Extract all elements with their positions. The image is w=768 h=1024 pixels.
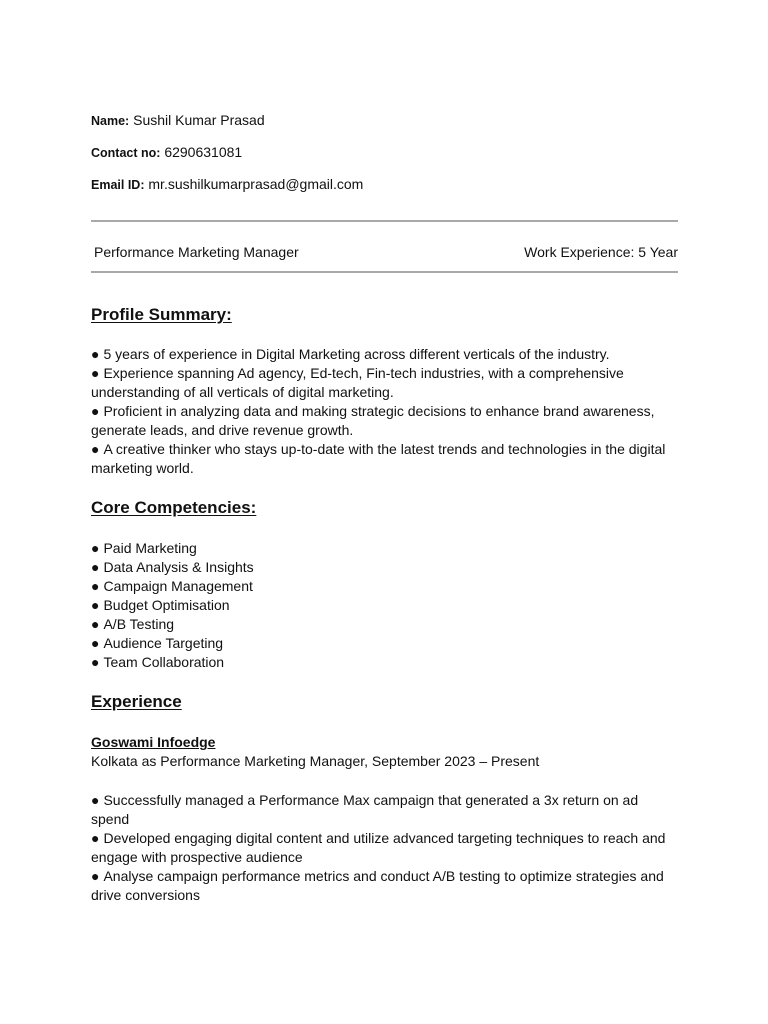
list-item: ● 5 years of experience in Digital Marketing across different verticals of the industry.: [91, 346, 610, 362]
list-item: ● A creative thinker who stays up-to-date with the latest trends and technologies in the digital marketing world.: [91, 441, 666, 476]
list-item: ● Developed engaging digital content and utilize advanced targeting techniques to reach and engage with prospective audience: [91, 830, 666, 865]
bullet-icon: ●: [91, 559, 100, 575]
list-item: ● Audience Targeting: [91, 635, 224, 651]
name-label: Name:: [91, 114, 130, 128]
email-value: mr.sushilkumarprasad@gmail.com: [148, 176, 364, 192]
contact-line: [91, 144, 242, 160]
bullet-icon: ●: [91, 868, 100, 884]
bullet-icon: ●: [91, 654, 100, 670]
contact-value: 6290631081: [164, 144, 243, 160]
role-bar: [91, 244, 678, 260]
name-line: [91, 112, 265, 128]
list-item: ● Proficient in analyzing data and making strategic decisions to enhance brand awareness, generate leads, and drive revenue growth.: [91, 403, 655, 438]
bullet-icon: ●: [91, 346, 100, 362]
list-item: ● Campaign Management: [91, 578, 253, 594]
list-item: ● Successfully managed a Performance Max campaign that generated a 3x return on ad spend: [91, 792, 639, 827]
bullet-icon: ●: [91, 830, 100, 846]
profile-summary-list: [91, 345, 678, 478]
top-divider: [91, 220, 678, 222]
bullet-icon: ●: [91, 616, 100, 632]
bullet-icon: ●: [91, 597, 100, 613]
list-item: ● Data Analysis & Insights: [91, 559, 254, 575]
email-line: [91, 176, 363, 192]
experience-heading: Experience: [91, 692, 182, 711]
bullet-icon: ●: [91, 403, 100, 419]
list-item: ● Paid Marketing: [91, 540, 197, 556]
bullet-icon: ●: [91, 540, 100, 556]
bottom-divider: [91, 271, 678, 273]
profile-summary-heading: Profile Summary:: [91, 305, 232, 324]
core-competencies-heading: Core Competencies:: [91, 498, 257, 517]
experience-list: [91, 791, 678, 905]
company-name: Goswami Infoedge: [91, 734, 216, 750]
core-competencies-list: [91, 539, 678, 672]
bullet-icon: ●: [91, 635, 100, 651]
email-label: Email ID:: [91, 178, 145, 192]
job-position: Kolkata as Performance Marketing Manager, September 2023 – Present: [91, 753, 540, 769]
list-item: ● A/B Testing: [91, 616, 175, 632]
name-value: Sushil Kumar Prasad: [133, 112, 265, 128]
list-item: ● Budget Optimisation: [91, 597, 230, 613]
role-title: Performance Marketing Manager: [94, 244, 299, 260]
bullet-icon: ●: [91, 365, 100, 381]
bullet-icon: ●: [91, 792, 100, 808]
work-experience: Work Experience: 5 Year: [524, 244, 678, 260]
contact-label: Contact no:: [91, 146, 161, 160]
list-item: ● Analyse campaign performance metrics and conduct A/B testing to optimize strategies and drive conversions: [91, 868, 664, 903]
list-item: ● Experience spanning Ad agency, Ed-tech, Fin-tech industries, with a comprehensive understanding of all verticals of digital marketing.: [91, 365, 624, 400]
bullet-icon: ●: [91, 578, 100, 594]
bullet-icon: ●: [91, 441, 100, 457]
list-item: ● Team Collaboration: [91, 654, 225, 670]
